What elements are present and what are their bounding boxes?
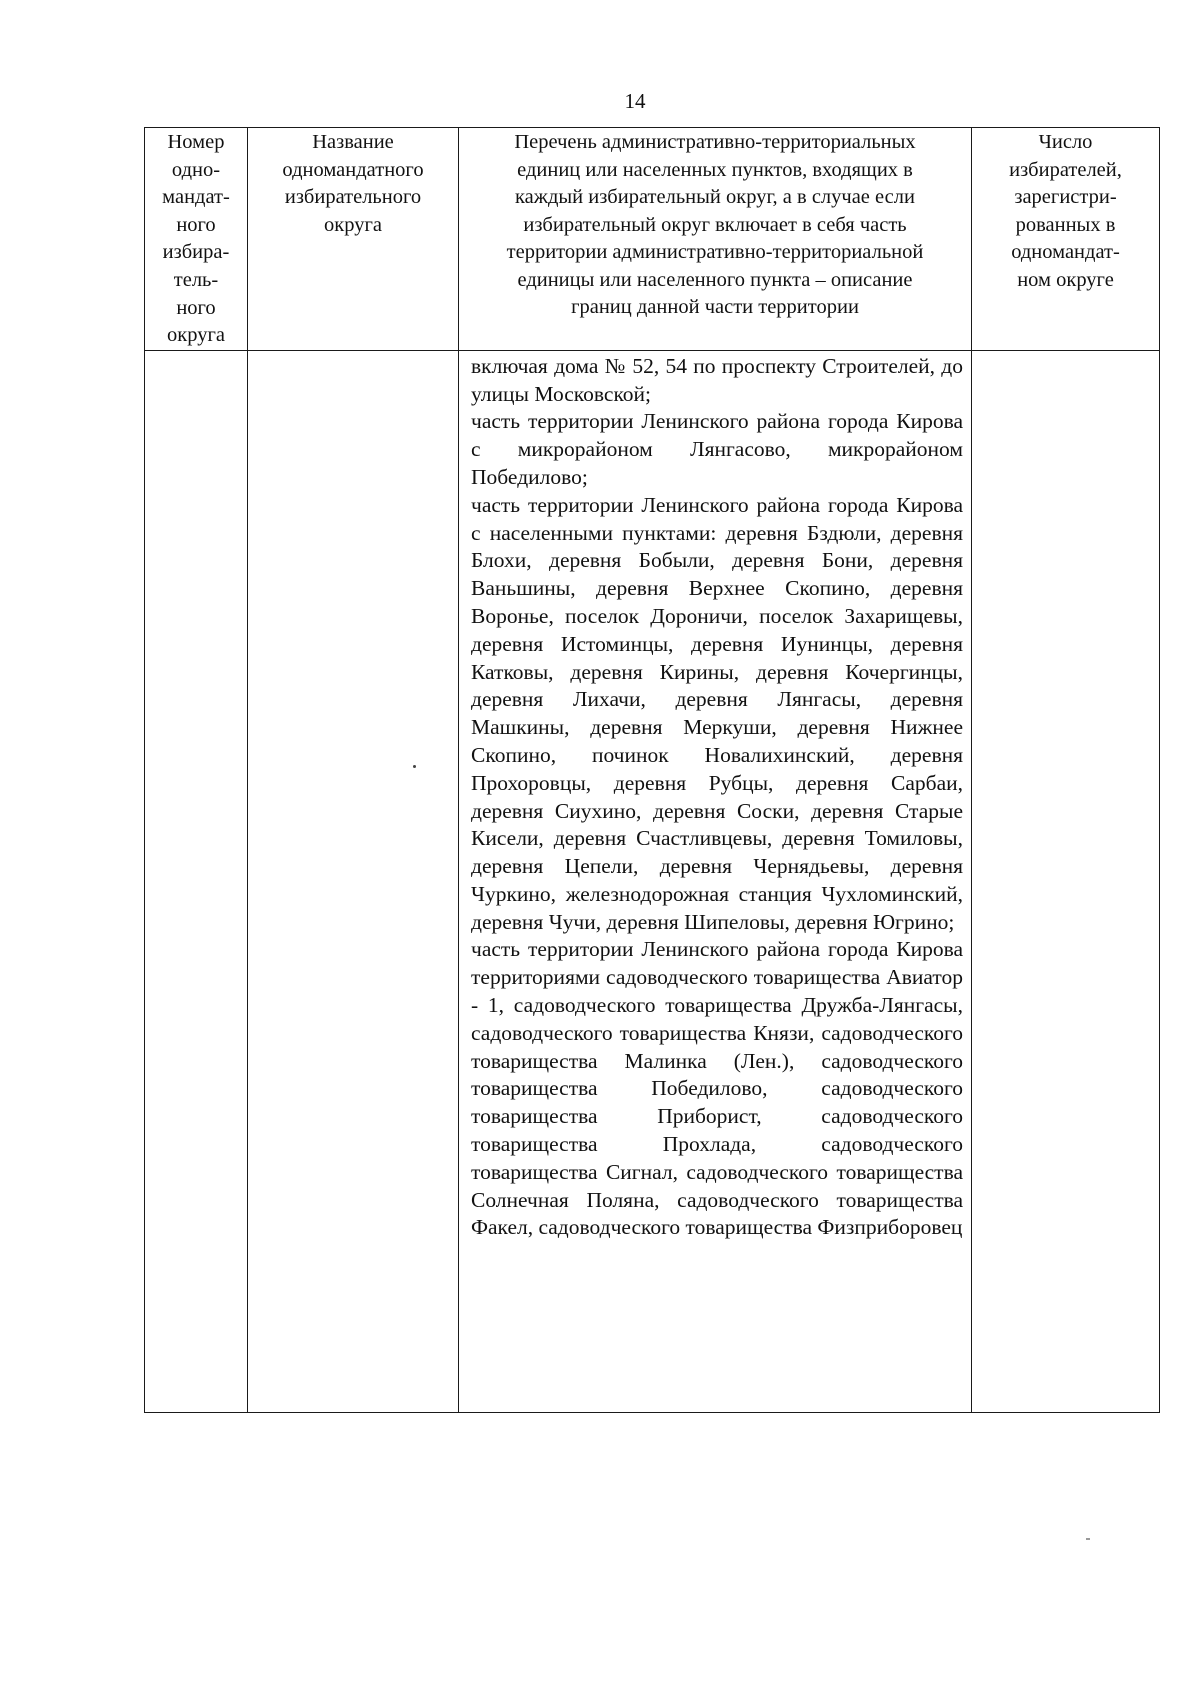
table-row: [145, 350, 1160, 1412]
header-line: единиц или населенных пунктов, входящих в: [517, 158, 913, 181]
cell-district-number: [145, 350, 248, 1412]
territory-paragraph: часть территории Ленинского района города Кирова территориями садоводческого товарищества Авиатор - 1, садоводческого товарищества Дружба-Лянгасы, садоводческого товарищества Князи, садоводческого товарищества Малинка (Лен.), садоводческого товарищества Победилово, садоводческого товарищества Приборист, садоводческого товарищества Прохлада, садоводческого товарищества Сигнал, садоводческого товарищества Солнечная Поляна, садоводческого товарищества Факел, садоводческого товарищества Физприборовец: [471, 937, 963, 1240]
header-line: Название: [312, 131, 394, 153]
cell-district-name: [248, 350, 459, 1412]
header-line: ного: [176, 296, 216, 319]
header-line: мандат-: [162, 186, 230, 209]
table-header-row: [145, 128, 1160, 351]
header-line: Перечень административно-территориальных: [514, 131, 916, 153]
header-district-number: [145, 128, 248, 351]
header-line: зарегистри-: [1014, 186, 1117, 208]
header-line: Номер: [167, 131, 225, 153]
territory-paragraph: включая дома № 52, 54 по проспекту Строителей, до улицы Московской;: [471, 353, 963, 406]
header-line: рованных в: [1015, 213, 1116, 236]
header-line: территории административно-территориальной: [506, 241, 924, 263]
header-line: ного: [176, 213, 216, 236]
header-territory-list: [459, 128, 972, 351]
territory-paragraph: часть территории Ленинского района города Кирова с микрорайоном Лянгасово, микрорайоном Победилово;: [471, 409, 963, 489]
page-number: 14: [624, 89, 646, 113]
header-line: одномандат-: [1011, 241, 1120, 263]
header-line: тель-: [173, 268, 219, 291]
header-line: округа: [167, 324, 225, 347]
header-line: избирательного: [284, 186, 422, 208]
header-line: избирателей,: [1009, 158, 1122, 181]
header-line: одно-: [171, 158, 221, 181]
header-line: границ данной части территории: [571, 296, 859, 318]
districts-table: [144, 127, 1160, 1413]
header-line: избирательный округ включает в себя часть: [523, 213, 907, 236]
header-line: Число: [1038, 131, 1093, 153]
cell-voter-count: [972, 350, 1160, 1412]
header-line: ном округе: [1017, 268, 1114, 291]
cell-territory-description: [459, 350, 972, 1412]
header-voter-count: [972, 128, 1160, 351]
header-line: одномандатного: [282, 158, 424, 181]
scan-speck: [413, 765, 416, 768]
header-line: каждый избирательный округ, а в случае если: [515, 186, 915, 208]
scan-mark: [1086, 1538, 1090, 1540]
header-line: округа: [324, 213, 382, 236]
header-district-name: [248, 128, 459, 351]
header-line: единицы или населенного пункта – описание: [517, 268, 913, 291]
header-line: избира-: [162, 241, 230, 264]
territory-paragraph: часть территории Ленинского района города Кирова с населенными пунктами: деревня Бздюли, деревня Блохи, деревня Бобыли, деревня Бони, деревня Ваньшины, деревня Верхнее Скопино, деревня Воронье, поселок Дороничи, поселок Захарищевы, деревня Истоминцы, деревня Иунинцы, деревня Катковы, деревня Кирины, деревня Кочергинцы, деревня Лихачи, деревня Лянгасы, деревня Машкины, деревня Меркуши, деревня Нижнее Скопино, починок Новалихинский, деревня Прохоровцы, деревня Рубцы, деревня Сарбаи, деревня Сиухино, деревня Соски, деревня Старые Кисели, деревня Счастливцевы, деревня Томиловы, деревня Цепели, деревня Чернядьевы, деревня Чуркино, железнодорожная станция Чухломинский, деревня Чучи, деревня Шипеловы, деревня Югрино;: [471, 492, 963, 934]
